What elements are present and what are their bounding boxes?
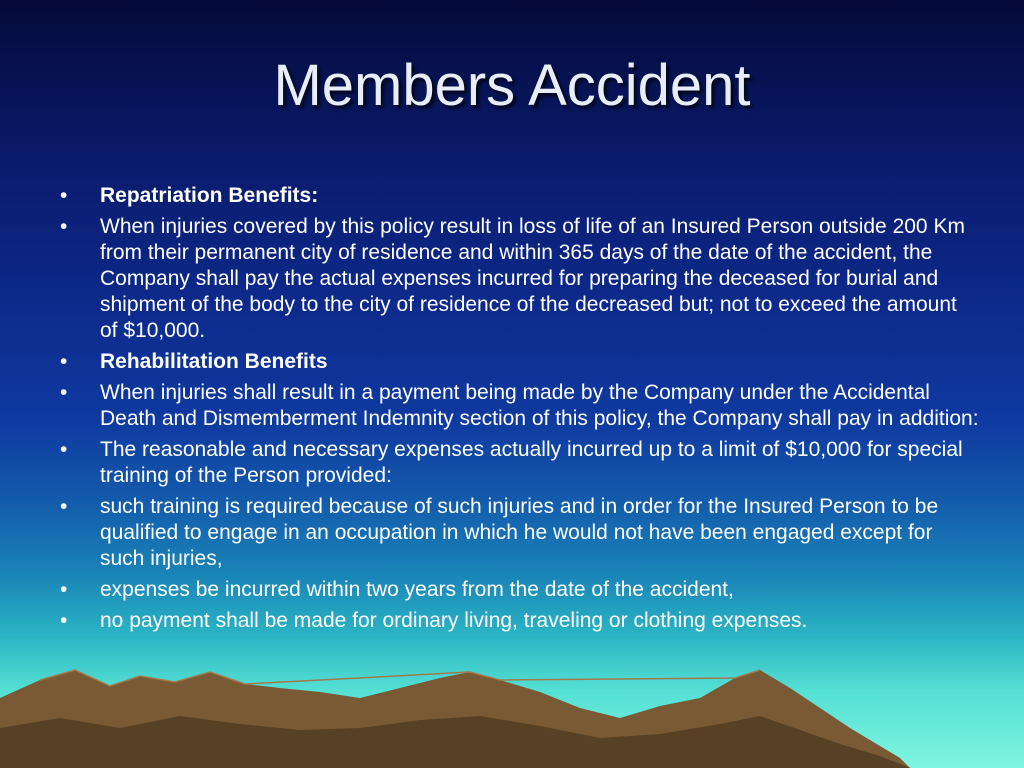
bullet-item [60,380,980,432]
bullet-item [60,214,980,344]
bullet-marker: • [60,215,68,238]
bullet-text: such training is required because of such injuries and in order for the Insured Person to be qualified to engage in an occupation in which he would not have been engaged except for such injuries, [100,495,939,570]
bullet-marker: • [60,495,68,518]
bullet-item [60,437,980,489]
bullet-marker: • [60,350,68,373]
bullet-item [60,183,980,209]
mountain-landscape [0,658,1024,768]
bullet-list [60,183,980,639]
bullet-text: Repatriation Benefits: [100,184,319,207]
bullet-item [60,349,980,375]
bullet-text: When injuries shall result in a payment being made by the Company under the Accidental Death and Dismemberment Indemnity section of this policy, the Company shall pay in addition: [100,381,979,430]
bullet-item [60,494,980,572]
bullet-text: When injuries covered by this policy result in loss of life of an Insured Person outside 200 Km from their permanent city of residence and within 365 days of the date of the accident, the Company shall pay the actual expenses incurred for preparing the deceased for burial and shipment of the body to the city of residence of the decreased but; not to exceed the amount of $10,000. [100,215,965,342]
bullet-text: expenses be incurred within two years from the date of the accident, [100,578,734,601]
bullet-marker: • [60,381,68,404]
bullet-text: Rehabilitation Benefits [100,350,328,373]
bullet-item [60,577,980,603]
bullet-item [60,608,980,634]
bullet-text: The reasonable and necessary expenses actually incurred up to a limit of $10,000 for special training of the Person provided: [100,438,963,487]
slide-title: Members Accident [273,53,751,118]
bullet-text: no payment shall be made for ordinary living, traveling or clothing expenses. [100,609,808,632]
bullet-marker: • [60,609,68,632]
bullet-marker: • [60,578,68,601]
bullet-marker: • [60,438,68,461]
bullet-marker: • [60,184,68,207]
